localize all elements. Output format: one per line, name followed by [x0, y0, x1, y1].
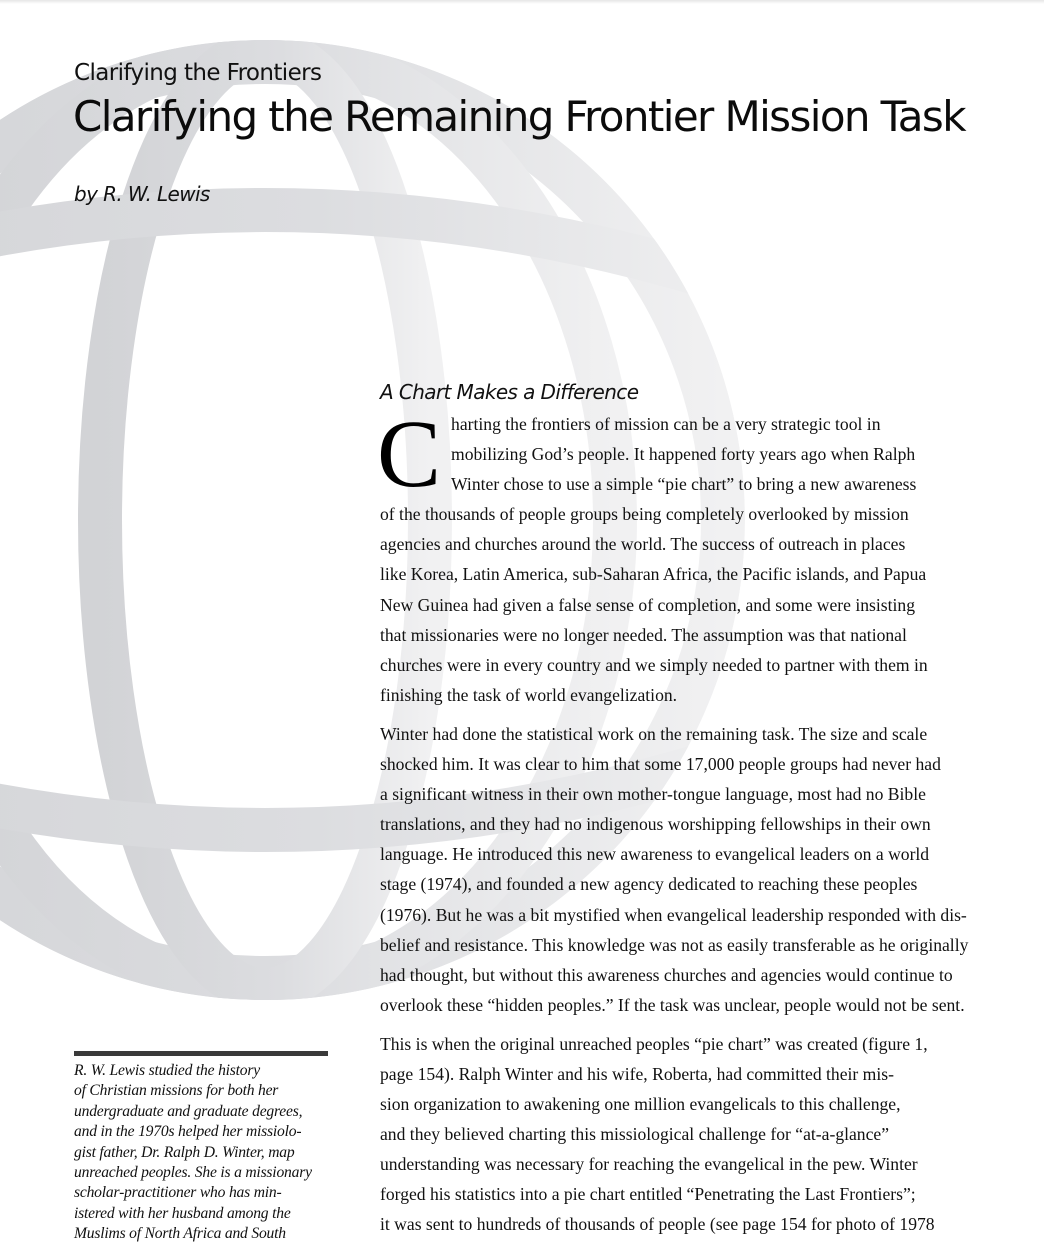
text-line: shocked him. It was clear to him that some 17,000 people groups had never had	[380, 754, 941, 775]
text-line: This is when the original unreached peoples “pie chart” was created (figure 1,	[380, 1033, 928, 1054]
text-line: Winter chose to use a simple “pie chart” to bring a new awareness	[451, 474, 917, 495]
bio-line: scholar-practitioner who has min-	[74, 1184, 282, 1202]
text-line: of the thousands of people groups being completely overlooked by mission	[380, 504, 909, 525]
text-line: overlook these “hidden peoples.” If the task was unclear, people would not be sent.	[380, 994, 965, 1015]
bio-line: R. W. Lewis studied the history	[74, 1062, 260, 1079]
bio-line: of Christian missions for both her	[74, 1082, 279, 1100]
text-line: mobilizing God’s people. It happened forty years ago when Ralph	[451, 444, 916, 465]
text-line: understanding was necessary for reaching the evangelical in the pew. Winter	[380, 1154, 918, 1175]
text-line: harting the frontiers of mission can be a very strategic tool in	[451, 414, 881, 434]
paragraph-3	[380, 1029, 975, 1240]
article-body	[377, 377, 975, 1249]
drop-cap: C	[377, 400, 442, 507]
text-line: forged his statistics into a pie chart entitled “Penetrating the Last Frontiers”;	[380, 1184, 916, 1205]
text-line: belief and resistance. This knowledge was not as easily transferable as he originally	[380, 934, 969, 955]
text-line: that missionaries were no longer needed. The assumption was that national	[380, 624, 907, 645]
text-line: sion organization to awakening one million evangelicals to this challenge,	[380, 1094, 901, 1115]
text-line: Winter had done the statistical work on the remaining task. The size and scale	[380, 723, 928, 744]
paragraph-1	[377, 400, 975, 710]
text-line: like Korea, Latin America, sub-Saharan Africa, the Pacific islands, and Papua	[380, 564, 927, 585]
text-line: a significant witness in their own mother-tongue language, most had no Bible	[380, 784, 926, 805]
bio-line: gist father, Dr. Ralph D. Winter, map	[74, 1143, 295, 1161]
paragraph-2	[380, 719, 975, 1020]
section-heading: A Chart Makes a Difference	[380, 380, 639, 404]
section-kicker: Clarifying the Frontiers	[74, 60, 322, 86]
bio-divider	[74, 1051, 328, 1056]
text-line: language. He introduced this new awareness to evangelical leaders on a world	[380, 844, 930, 865]
text-line: New Guinea had given a false sense of completion, and some were insisting	[380, 594, 915, 615]
text-line: translations, and they had no indigenous worshipping fellowships in their own	[380, 814, 931, 835]
text-line: churches were in every country and we simply needed to partner with them in	[380, 654, 928, 675]
page-title: Clarifying the Remaining Frontier Mission Task	[73, 92, 965, 141]
text-line: finishing the task of world evangelization.	[380, 684, 678, 705]
author-bio	[74, 1061, 336, 1245]
bio-line: undergraduate and graduate degrees,	[74, 1102, 303, 1120]
bio-line: Muslims of North Africa and South	[74, 1225, 286, 1243]
text-line: had thought, but without this awareness churches and agencies would continue to	[380, 964, 953, 985]
text-line: (1976). But he was a bit mystified when evangelical leadership responded with dis-	[380, 904, 967, 925]
bio-line: istered with her husband among the	[74, 1204, 291, 1222]
bio-line: unreached peoples. She is a missionary	[74, 1164, 312, 1182]
text-line: stage (1974), and founded a new agency dedicated to reaching these peoples	[380, 874, 918, 895]
text-line: agencies and churches around the world. The success of outreach in places	[380, 534, 906, 555]
text-line: and they believed charting this missiological challenge for “at-a-glance”	[380, 1124, 890, 1145]
bio-line: and in the 1970s helped her missiolo-	[74, 1123, 302, 1141]
text-line: page 154). Ralph Winter and his wife, Roberta, had committed their mis-	[380, 1063, 894, 1084]
author-byline: by R. W. Lewis	[74, 182, 210, 206]
text-line: it was sent to hundreds of thousands of people (see page 154 for photo of 1978	[380, 1214, 935, 1235]
